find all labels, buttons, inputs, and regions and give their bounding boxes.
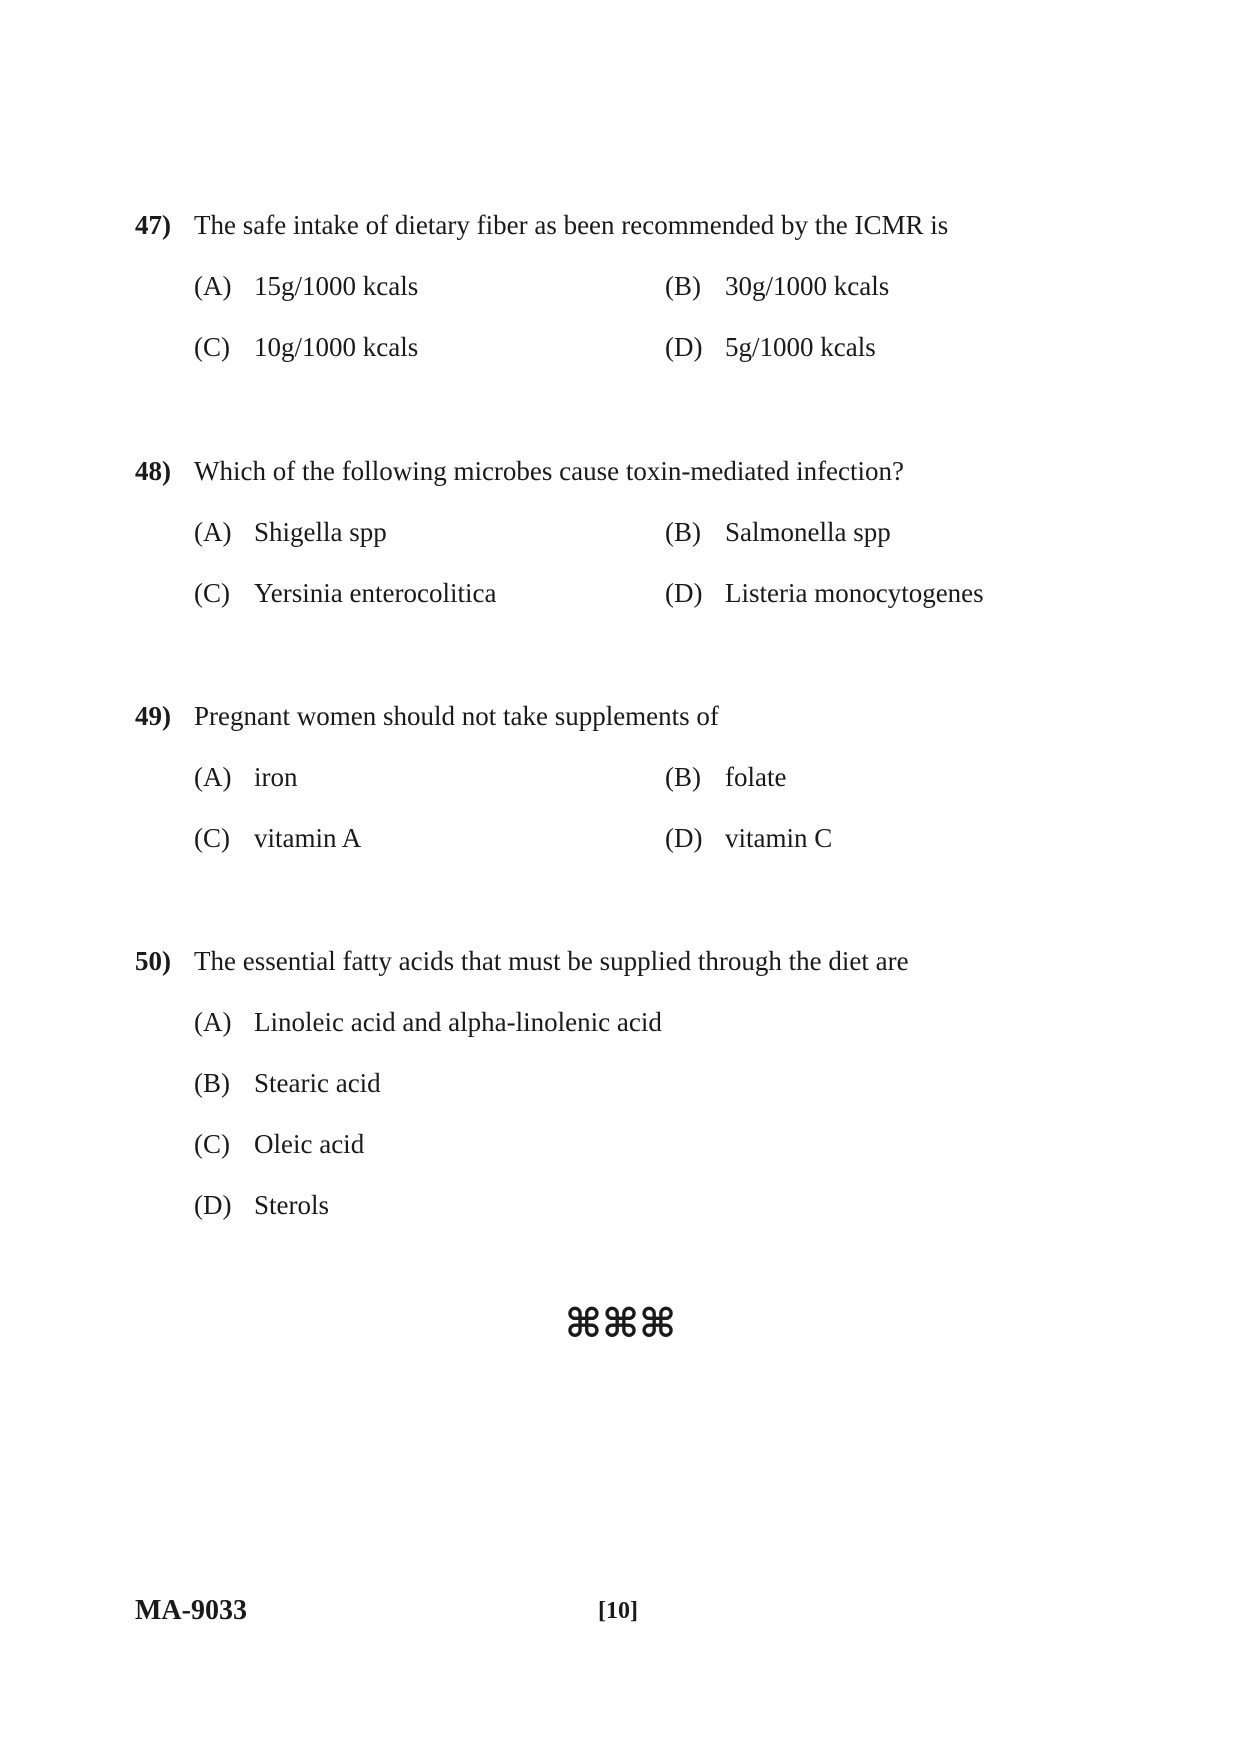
option-letter: (B) [665,517,701,547]
option-letter: (A) [194,762,232,792]
option-letter: (C) [194,1129,230,1159]
page-number: [10] [598,1598,638,1624]
option-text: 5g/1000 kcals [725,332,876,362]
option-text: Stearic acid [254,1068,381,1098]
question-number: 50) [135,946,171,976]
question-number: 48) [135,456,171,486]
question-text: The safe intake of dietary fiber as been recommended by the ICMR is [194,210,949,240]
option-letter: (A) [194,517,232,547]
option-text: 30g/1000 kcals [725,271,890,301]
option-text: Sterols [254,1190,330,1220]
option-letter: (D) [665,823,703,853]
option-text: vitamin C [725,823,833,853]
option-letter: (D) [665,332,703,362]
option-letter: (D) [194,1190,232,1220]
option-letter: (C) [194,332,230,362]
option-text: Listeria monocytogenes [725,578,984,608]
option-text: folate [725,762,787,792]
option-letter: (C) [194,578,230,608]
option-text: 15g/1000 kcals [254,271,419,301]
option-letter: (C) [194,823,230,853]
question-text: Which of the following microbes cause toxin-mediated infection? [194,456,905,486]
option-letter: (B) [665,762,701,792]
option-text: Linoleic acid and alpha-linolenic acid [254,1007,662,1037]
question-number: 49) [135,701,171,731]
option-letter: (A) [194,1007,232,1037]
question-text: Pregnant women should not take supplements of [194,701,719,731]
option-text: Yersinia enterocolitica [254,578,497,608]
paper-code: MA-9033 [135,1595,247,1626]
question-number: 47) [135,210,171,240]
option-letter: (D) [665,578,703,608]
option-letter: (B) [194,1068,230,1098]
option-letter: (B) [665,271,701,301]
option-text: Salmonella spp [725,517,891,547]
option-text: vitamin A [254,823,362,853]
option-letter: (A) [194,271,232,301]
end-ornament: ⌘⌘⌘ [564,1301,677,1347]
option-text: iron [254,762,298,792]
question-text: The essential fatty acids that must be supplied through the diet are [194,946,909,976]
option-text: Oleic acid [254,1129,365,1159]
option-text: 10g/1000 kcals [254,332,419,362]
option-text: Shigella spp [254,517,387,547]
